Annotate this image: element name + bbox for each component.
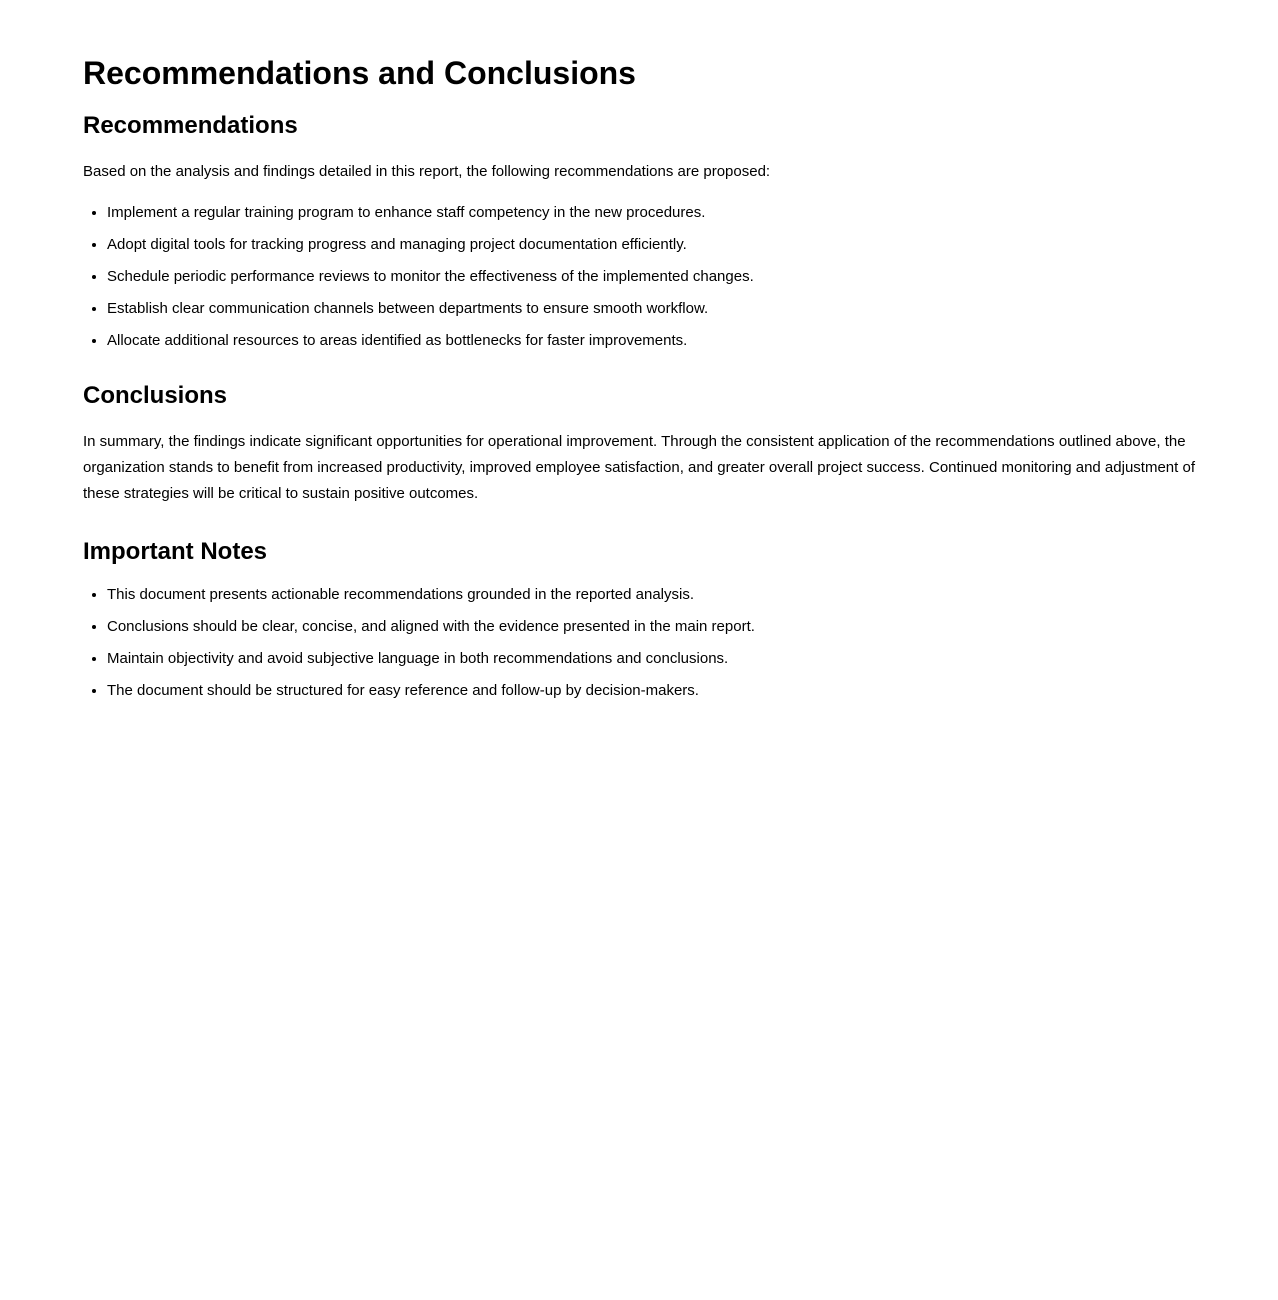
recommendation-item: • Adopt digital tools for tracking progress and managing project documentation efficiently. (107, 235, 1195, 255)
note-item: • Maintain objectivity and avoid subjective language in both recommendations and conclusions. (107, 649, 1195, 669)
document-title: Recommendations and Conclusions (83, 55, 636, 91)
recommendations-list (83, 203, 1195, 351)
note-item: • This document presents actionable recommendations grounded in the reported analysis. (107, 585, 1195, 605)
recommendation-item: • Allocate additional resources to areas identified as bottlenecks for faster improvements. (107, 331, 1195, 351)
note-item: • The document should be structured for easy reference and follow-up by decision-makers. (107, 681, 1195, 701)
recommendation-item: • Schedule periodic performance reviews to monitor the effectiveness of the implemented changes. (107, 267, 1195, 287)
note-item: • Conclusions should be clear, concise, and aligned with the evidence presented in the main report. (107, 617, 1195, 637)
conclusions-paragraph: In summary, the findings indicate significant opportunities for operational improvement. Through the consistent application of the recommendations outlined above, the organization stands to benefit from increased productivity, improved employee satisfaction, and greater overall project success. Continued monitoring and adjustment of these strategies will be critical to sustain positive outcomes. (83, 432, 1195, 502)
section-heading-conclusions: Conclusions (83, 382, 228, 410)
section-heading-recommendations: Recommendations (83, 112, 298, 140)
recommendations-intro: Based on the analysis and findings detailed in this report, the following recommendations are proposed: (83, 163, 771, 181)
recommendation-item: • Implement a regular training program to enhance staff competency in the new procedures. (107, 203, 1195, 223)
important-notes-list (83, 585, 1195, 701)
recommendation-item: • Establish clear communication channels between departments to ensure smooth workflow. (107, 299, 1195, 319)
section-heading-important-notes: Important Notes (83, 537, 268, 565)
